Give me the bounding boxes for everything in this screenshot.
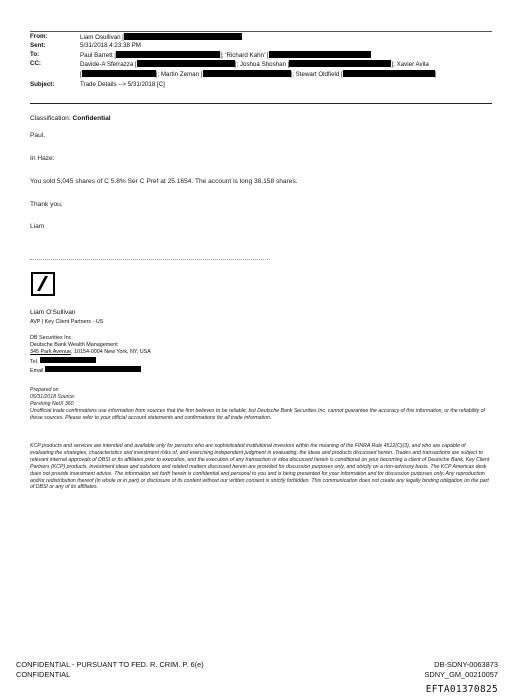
cc-value-4: ]; Martin Zeman [: [155, 70, 203, 78]
from-row: [30, 33, 490, 42]
cc-value-5: ]; Stewart Oldfield [: [290, 70, 343, 78]
header-top-rule: [30, 31, 492, 32]
cc-row: [30, 60, 490, 69]
body-line-2: You sold 5,045 shares of C 5.8% Ser C Pref at 25.1654. The account is long 38,158 shares.: [30, 178, 298, 185]
deutsche-bank-logo-icon: [31, 272, 55, 296]
cc-value-3: ]; Xavier Avila: [391, 61, 429, 69]
cc-row-2: [30, 70, 490, 79]
redaction-box: [116, 51, 220, 58]
to-value-1: Paul Barrett [: [80, 51, 117, 59]
greeting: Paul,: [30, 132, 46, 139]
company: DB Securities Inc.: [30, 335, 73, 341]
sent-row: [30, 42, 490, 51]
closing: Thank you,: [30, 201, 63, 208]
prepared-block: [30, 387, 490, 422]
email-label: Email: [30, 367, 44, 374]
city: , 10154-0004 New York, NY, USA: [70, 349, 151, 356]
email-line: [30, 366, 151, 375]
cc-value-1: Davide-A Sferrazza [: [80, 61, 137, 69]
divider: [30, 259, 270, 260]
classification-label: Classification:: [30, 115, 71, 122]
sent-value: 5/31/2018 4:23:38 PM: [80, 42, 141, 50]
signature-name: Liam O'Sullivan: [30, 309, 76, 316]
redaction-box: [289, 60, 391, 67]
cc-value-2: ]; Joshua Shoshan [: [234, 61, 290, 69]
efta-number: EFTA01370825: [425, 684, 498, 695]
subject-row: [30, 81, 490, 90]
redaction-box: [269, 51, 371, 58]
from-value: Liam Osullivan [: [80, 33, 125, 41]
body-line-1: In Haze:: [30, 155, 55, 162]
redaction-box: [203, 70, 291, 77]
redaction-box: [45, 366, 141, 373]
prepared-system: Pershing NetX 360: [30, 400, 74, 407]
subject-value: Trade Details --> 5/31/2018 [C]: [80, 81, 165, 89]
subject-label: Subject:: [30, 81, 55, 89]
classification: [30, 115, 111, 122]
redaction-box: [40, 357, 96, 364]
sign-off: Liam: [30, 223, 45, 230]
footer-confidential: CONFIDENTIAL: [16, 670, 71, 679]
to-value-2: ]; 'Richard Kahn' [: [220, 51, 269, 59]
unofficial-disclaimer: Unofficial trade confirmations use information from sources that the firm believes to be reliable, but Deutsche Bank Securities Inc. cannot guarantee the accuracy of this information, or the reliability of these sources. Please refer to your official account statements and confirmations for all trade information.: [30, 407, 485, 421]
prepared-on: Prepared on: [30, 387, 59, 393]
division: Deutsche Bank Wealth Management: [30, 342, 118, 349]
bates-db-sdny: DB-SDNY-0063873: [434, 660, 498, 669]
street: 345 Park Avenue: [30, 349, 71, 356]
to-row: [30, 51, 490, 60]
tel-label: Tel.: [30, 358, 39, 365]
redaction-box: [82, 70, 156, 77]
signature-address: [30, 335, 151, 375]
tel-line: [30, 357, 151, 366]
cc-label: CC:: [30, 60, 41, 68]
signature-title: AVP | Key Client Partners - US: [30, 319, 104, 325]
from-label: From:: [30, 33, 48, 40]
sent-label: Sent:: [30, 42, 46, 50]
kcp-disclaimer: KCP products and services are intended and available only for persons who are sophisticated institutional investors within the meaning of the FINRA Rule 4512(C)(3), and who are capable of evaluating the strategies, characteristics and investment risks of, and exercising independent judgment in evaluating, the ideas and products discussed herein. Trades and transactions are subject to relevant internal approvals of DBSI or its affiliates prior to execution, and the execution of any transaction or idea discussed herein is conditional on your becoming a client of Deutsche Bank. Key Client Partners (KCP) products, investment ideas and solutions and related matters discussed herein are provided for discussion purposes only, and strictly on a non-advisory basis. The KCP Americas desk does not provide investment advice. The information set forth herein is confidential and personal to you and is being presented for your information and for discussion purposes only. Any reproduction and/or redistribution thereof (in whole or in part) or disclosure of its content without our written consent is strictly forbidden. This communication does not create any legally binding obligation on the part of DBSI or any of its affiliates.: [30, 443, 490, 491]
logo-slash-icon: [33, 274, 52, 293]
cc-value-6: ]: [434, 70, 437, 78]
bates-sdny-gm: SDNY_GM_00210057: [424, 670, 498, 679]
street-address: [30, 349, 151, 356]
classification-value: Confidential: [72, 115, 111, 122]
redaction-box: [343, 70, 435, 77]
redaction-box: [124, 33, 242, 40]
footer-confidential-rule: CONFIDENTIAL - PURSUANT TO FED. R. CRIM. P. 6(e): [16, 660, 204, 669]
prepared-source: 05/31/2018 Source:: [30, 393, 76, 400]
to-label: To:: [30, 50, 40, 58]
header-rule: [30, 103, 492, 104]
email-header: [30, 33, 490, 90]
redaction-box: [137, 60, 235, 67]
